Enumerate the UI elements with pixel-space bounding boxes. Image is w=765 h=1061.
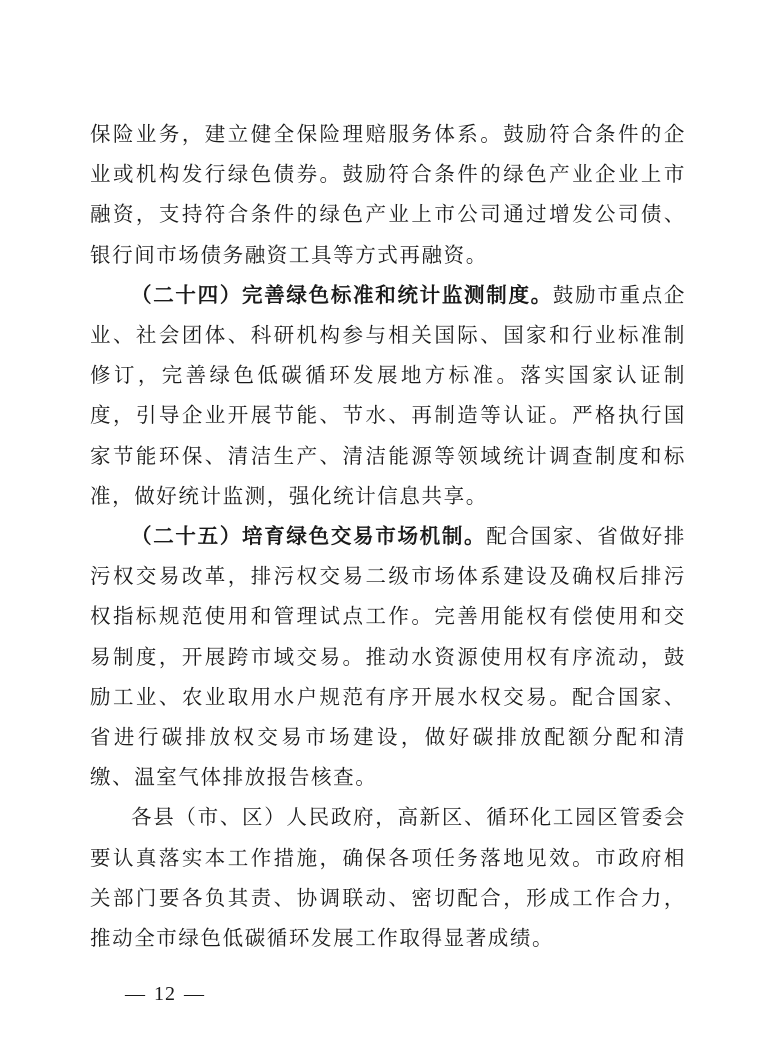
document-body [90,114,686,958]
footer-dash-left: — [125,983,146,1005]
footer-dash-right: — [184,983,205,1005]
paragraph-text: 配合国家、省做好排污权交易改革，排污权交易二级市场体系建设及确权后排污权指标规范使用和管理试点工作。完善用能权有偿使用和交易制度，开展跨市域交易。推动水资源使用权有序流动，鼓励工业、农业取用水户规范有序开展水权交易。配合国家、省进行碳排放权交易市场建设，做好碳排放配额分配和清缴、温室气体排放报告核查。 [90,524,686,790]
paragraph-heading: （二十四）完善绿色标准和统计监测制度。 [131,282,553,307]
paragraph-continuation [90,114,686,275]
page-number: 12 [154,983,176,1005]
paragraph-text: 鼓励市重点企业、社会团体、科研机构参与相关国际、国家和行业标准制修订，完善绿色低碳循环发展地方标准。落实国家认证制度，引导企业开展节能、节水、再制造等认证。严格执行国家节能环保、清洁生产、清洁能源等领域统计调查制度和标准，做好统计监测，强化统计信息共享。 [90,282,686,508]
paragraph-closing [90,797,686,958]
paragraph-text: 保险业务，建立健全保险理赔服务体系。鼓励符合条件的企业或机构发行绿色债券。鼓励符合条件的绿色产业企业上市融资，支持符合条件的绿色产业上市公司通过增发公司债、银行间市场债务融资工具等方式再融资。 [90,122,686,267]
paragraph-item-24 [90,275,686,516]
paragraph-text: 各县（市、区）人民政府，高新区、循环化工园区管委会要认真落实本工作措施，确保各项任务落地见效。市政府相关部门要各负其责、协调联动、密切配合，形成工作合力，推动全市绿色低碳循环发展工作取得显著成绩。 [90,805,686,951]
paragraph-heading: （二十五）培育绿色交易市场机制。 [131,524,487,549]
paragraph-item-25 [90,516,686,797]
page-footer [117,983,213,1006]
